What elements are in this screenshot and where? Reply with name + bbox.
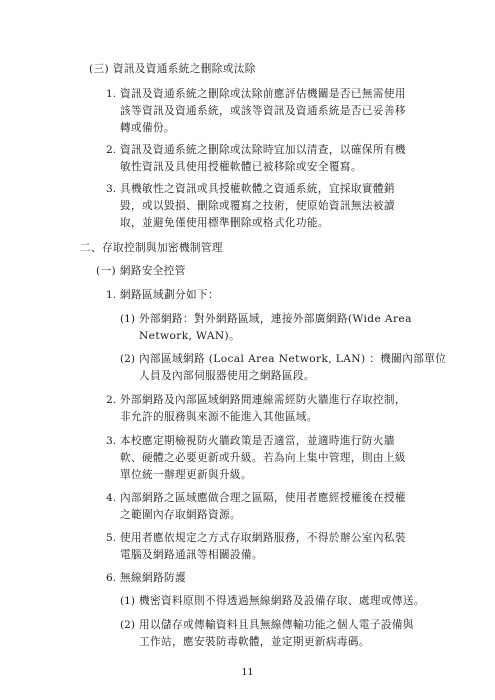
- paragraph-line: 資訊及資通系統之刪除或汰除前應評估機關是否已無需使用: [120, 88, 406, 100]
- paragraph-line: 單位統一辦理更新與升級。: [120, 469, 252, 481]
- list-item-number: 1.: [106, 88, 117, 100]
- paragraph-line: 人員及內部伺服器使用之網路區段。: [139, 370, 315, 382]
- page-number: 11: [241, 667, 254, 678]
- paragraph-line: 電腦及網路通訊等相關設備。: [120, 549, 263, 561]
- paragraph-line: 該等資訊及資通系統，或該等資訊及資通系統是否已妥善移: [120, 105, 406, 117]
- paragraph-line: 工作站，應安裝防毒軟體，並定期更新病毒碼。: [139, 636, 370, 648]
- paragraph-line: 網路區域劃分如下：: [120, 289, 219, 301]
- paragraph-line: 機密資料原則不得透過無線網路及設備存取、處理或傳送。: [139, 595, 425, 607]
- section-heading: (三) 資訊及資通系統之刪除或汰除: [89, 63, 256, 75]
- section-heading: (一) 網路安全控管: [96, 265, 186, 277]
- paragraph-line: 外部網路及內部區域網路間連線需經防火牆進行存取控制，: [120, 394, 406, 406]
- list-item-number: 5.: [106, 532, 117, 544]
- paragraph-line: 敏性資訊及具使用授權軟體已被移除或安全覆寫。: [120, 161, 362, 173]
- paragraph-line: 內部網路之區域應做合理之區隔，使用者應經授權後在授權: [120, 492, 406, 504]
- sub-item-number: (2): [120, 353, 136, 365]
- sub-item-number: (2): [120, 619, 136, 631]
- paragraph-line: 轉或備份。: [120, 122, 175, 134]
- paragraph-line: 本校應定期檢視防火牆政策是否適當，並適時進行防火牆: [120, 435, 395, 447]
- paragraph-line: 之範圍內存取網路資源。: [120, 509, 241, 521]
- paragraph-line: 外部網路：對外網路區域，連接外部廣網路(Wide Area: [139, 313, 412, 325]
- paragraph-line: 軟、硬體之必要更新或升級。若為向上集中管理，則由上級: [120, 452, 406, 464]
- list-item-number: 3.: [106, 435, 117, 447]
- list-item-number: 4.: [106, 492, 117, 504]
- paragraph-line: 毀，或以毀損、刪除或覆寫之技術，使原始資訊無法被讀: [120, 200, 395, 212]
- paragraph-line: 無線網路防護: [120, 572, 186, 584]
- paragraph-line: 非允許的服務與來源不能進入其他區域。: [120, 411, 318, 423]
- sub-item-number: (1): [120, 313, 136, 325]
- paragraph-line: 內部區域網路 (Local Area Network, LAN) ：機關內部單位: [139, 353, 447, 365]
- paragraph-line: Network, WAN)。: [139, 330, 241, 342]
- paragraph-line: 具機敏性之資訊或具授權軟體之資通系統，宜採取實體銷: [120, 183, 395, 195]
- chapter-heading: 二、存取控制與加密機制管理: [80, 242, 223, 254]
- list-item-number: 2.: [106, 394, 117, 406]
- paragraph-line: 資訊及資通系統之刪除或汰除時宜加以清查，以確保所有機: [120, 144, 406, 156]
- paragraph-line: 使用者應依規定之方式存取網路服務，不得於辦公室內私裝: [120, 532, 406, 544]
- sub-item-number: (1): [120, 595, 136, 607]
- list-item-number: 1.: [106, 289, 117, 301]
- list-item-number: 2.: [106, 144, 117, 156]
- paragraph-line: 用以儲存或傳輸資料且具無線傳輸功能之個人電子設備與: [139, 619, 414, 631]
- paragraph-line: 取，並避免僅使用標準刪除或格式化功能。: [120, 217, 329, 229]
- list-item-number: 6.: [106, 572, 117, 584]
- list-item-number: 3.: [106, 183, 117, 195]
